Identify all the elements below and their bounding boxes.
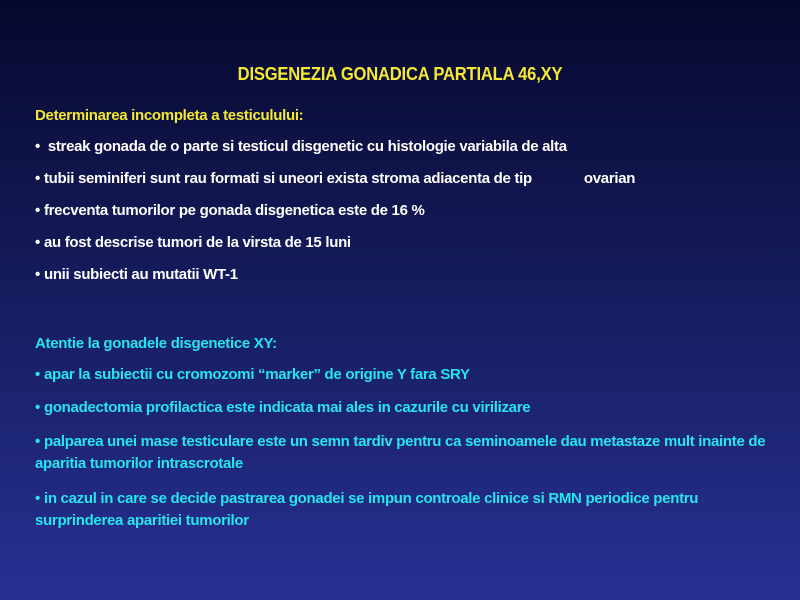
list-item-tail: ovarian: [583, 170, 636, 187]
list-item-text: tubii seminiferi sunt rau formati si uneori exista stroma adiacenta de tip: [43, 170, 532, 187]
bullet-icon: •: [35, 490, 40, 507]
list-item-text: palparea unei mase testiculare este un semn tardiv pentru ca seminoamele dau metastaze mult inainte de aparitia tumorilor intrascrotale: [35, 433, 766, 472]
list-item: [35, 365, 770, 385]
list-item-text: streak gonada de o parte si testicul disgenetic cu histologie variabila de alta: [43, 138, 567, 155]
list-item: [35, 398, 770, 418]
bullet-icon: •: [35, 234, 40, 251]
bullet-icon: •: [35, 366, 40, 383]
list-item: [35, 169, 770, 189]
bullet-icon: •: [35, 266, 40, 283]
list-item-text: au fost descrise tumori de la virsta de 15 luni: [43, 234, 351, 251]
bullet-icon: •: [35, 433, 40, 450]
section1-heading: Determinarea incompleta a testiculului:: [35, 107, 304, 124]
list-item-text: gonadectomia profilactica este indicata mai ales in cazurile cu virilizare: [43, 399, 531, 416]
list-item: [35, 265, 770, 285]
list-item-text: apar la subiectii cu cromozomi “marker” de origine Y fara SRY: [43, 366, 470, 383]
section-testicular-determination: [35, 107, 770, 297]
list-item: [35, 431, 770, 475]
bullet-icon: •: [35, 138, 40, 155]
bullet-icon: •: [35, 399, 40, 416]
bullet-icon: •: [35, 202, 40, 219]
section-xy-dysgenetic-gonads: [35, 335, 770, 545]
bullet-icon: •: [35, 170, 40, 187]
list-item-text: frecventa tumorilor pe gonada disgenetica este de 16 %: [43, 202, 425, 219]
list-item: [35, 488, 770, 532]
section2-heading: Atentie la gonadele disgenetice XY:: [35, 335, 277, 352]
slide-title: DISGENEZIA GONADICA PARTIALA 46,XY: [237, 64, 563, 84]
list-item-text: in cazul in care se decide pastrarea gonadei se impun controale clinice si RMN periodice pentru surprinderea aparitiei tumorilor: [35, 490, 699, 529]
list-item: [35, 201, 770, 221]
list-item: [35, 137, 770, 157]
list-item: [35, 233, 770, 253]
list-item-text: unii subiecti au mutatii WT-1: [43, 266, 238, 283]
